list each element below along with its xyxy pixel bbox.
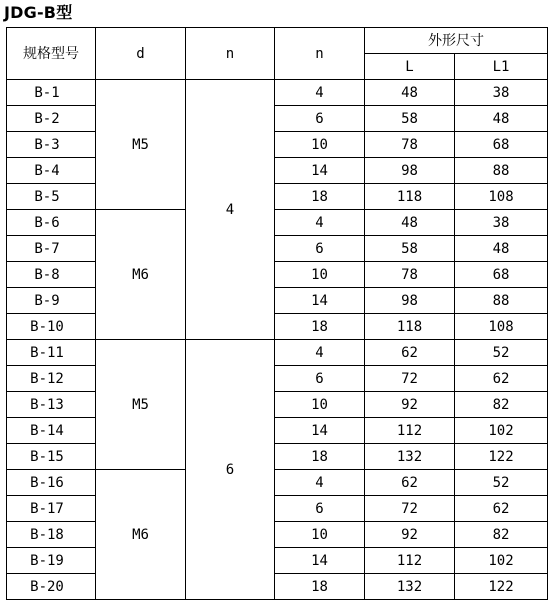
cell-L1: 52 xyxy=(455,340,548,366)
table-row xyxy=(7,262,548,288)
cell-L1: 108 xyxy=(455,184,548,210)
cell-L1: 102 xyxy=(455,548,548,574)
cell-L1: 62 xyxy=(455,366,548,392)
cell-model: B-7 xyxy=(7,236,96,262)
cell-model: B-10 xyxy=(7,314,96,340)
table-row xyxy=(7,236,548,262)
cell-L: 78 xyxy=(365,262,455,288)
cell-model: B-2 xyxy=(7,106,96,132)
cell-L: 112 xyxy=(365,418,455,444)
cell-n: 10 xyxy=(275,522,365,548)
cell-L1: 102 xyxy=(455,418,548,444)
cell-n: 14 xyxy=(275,158,365,184)
cell-L: 58 xyxy=(365,236,455,262)
cell-n-group: 4 xyxy=(186,80,275,340)
cell-n: 4 xyxy=(275,470,365,496)
header-model: 规格型号 xyxy=(7,28,96,80)
cell-n: 6 xyxy=(275,106,365,132)
cell-L1: 122 xyxy=(455,444,548,470)
cell-L: 72 xyxy=(365,366,455,392)
cell-d: M5 xyxy=(96,80,186,210)
cell-n: 14 xyxy=(275,288,365,314)
table-row xyxy=(7,184,548,210)
cell-model: B-17 xyxy=(7,496,96,522)
cell-L: 98 xyxy=(365,288,455,314)
cell-L: 118 xyxy=(365,314,455,340)
cell-L: 48 xyxy=(365,80,455,106)
cell-n: 14 xyxy=(275,418,365,444)
cell-L1: 108 xyxy=(455,314,548,340)
table-row xyxy=(7,288,548,314)
table-row xyxy=(7,470,548,496)
cell-L1: 62 xyxy=(455,496,548,522)
cell-L1: 38 xyxy=(455,210,548,236)
cell-L1: 68 xyxy=(455,262,548,288)
cell-model: B-4 xyxy=(7,158,96,184)
cell-L1: 82 xyxy=(455,522,548,548)
cell-n: 18 xyxy=(275,184,365,210)
table-row xyxy=(7,548,548,574)
table-row xyxy=(7,418,548,444)
cell-L: 62 xyxy=(365,340,455,366)
cell-L1: 68 xyxy=(455,132,548,158)
cell-model: B-11 xyxy=(7,340,96,366)
cell-d: M5 xyxy=(96,340,186,470)
header-n-group: n xyxy=(186,28,275,80)
cell-model: B-5 xyxy=(7,184,96,210)
cell-n: 6 xyxy=(275,236,365,262)
cell-model: B-1 xyxy=(7,80,96,106)
cell-n: 4 xyxy=(275,80,365,106)
table-row xyxy=(7,132,548,158)
table-row xyxy=(7,314,548,340)
table-row xyxy=(7,340,548,366)
cell-L: 58 xyxy=(365,106,455,132)
cell-n: 18 xyxy=(275,444,365,470)
table-row xyxy=(7,106,548,132)
header-L: L xyxy=(365,54,455,80)
cell-model: B-3 xyxy=(7,132,96,158)
header-L1: L1 xyxy=(455,54,548,80)
table-row xyxy=(7,80,548,106)
cell-L: 72 xyxy=(365,496,455,522)
cell-n: 4 xyxy=(275,210,365,236)
header-row-top xyxy=(7,28,548,54)
cell-n: 10 xyxy=(275,132,365,158)
cell-model: B-9 xyxy=(7,288,96,314)
cell-n: 4 xyxy=(275,340,365,366)
table-row xyxy=(7,392,548,418)
cell-model: B-14 xyxy=(7,418,96,444)
cell-L: 132 xyxy=(365,444,455,470)
cell-n: 10 xyxy=(275,392,365,418)
table-row xyxy=(7,522,548,548)
cell-L1: 88 xyxy=(455,288,548,314)
header-d: d xyxy=(96,28,186,80)
cell-model: B-19 xyxy=(7,548,96,574)
header-dimensions: 外形尺寸 xyxy=(365,28,548,54)
cell-n-group: 6 xyxy=(186,340,275,600)
cell-n: 6 xyxy=(275,366,365,392)
cell-L1: 38 xyxy=(455,80,548,106)
cell-n: 18 xyxy=(275,574,365,600)
cell-L1: 48 xyxy=(455,106,548,132)
cell-L1: 122 xyxy=(455,574,548,600)
cell-model: B-20 xyxy=(7,574,96,600)
cell-model: B-15 xyxy=(7,444,96,470)
cell-L1: 52 xyxy=(455,470,548,496)
cell-d: M6 xyxy=(96,210,186,340)
cell-L: 98 xyxy=(365,158,455,184)
cell-L1: 82 xyxy=(455,392,548,418)
cell-L: 62 xyxy=(365,470,455,496)
table-row xyxy=(7,158,548,184)
cell-model: B-6 xyxy=(7,210,96,236)
table-row xyxy=(7,366,548,392)
cell-d: M6 xyxy=(96,470,186,600)
cell-L1: 48 xyxy=(455,236,548,262)
cell-model: B-12 xyxy=(7,366,96,392)
table-row xyxy=(7,574,548,600)
cell-model: B-8 xyxy=(7,262,96,288)
table-title: JDG-B型 xyxy=(4,3,73,22)
table-body xyxy=(7,80,548,600)
cell-L: 92 xyxy=(365,392,455,418)
cell-L: 112 xyxy=(365,548,455,574)
cell-n: 18 xyxy=(275,314,365,340)
cell-n: 10 xyxy=(275,262,365,288)
table-row xyxy=(7,210,548,236)
cell-model: B-18 xyxy=(7,522,96,548)
table-row xyxy=(7,496,548,522)
table-row xyxy=(7,444,548,470)
cell-L1: 88 xyxy=(455,158,548,184)
header-n: n xyxy=(275,28,365,80)
cell-L: 92 xyxy=(365,522,455,548)
cell-n: 6 xyxy=(275,496,365,522)
cell-L: 118 xyxy=(365,184,455,210)
cell-L: 78 xyxy=(365,132,455,158)
cell-L: 48 xyxy=(365,210,455,236)
cell-model: B-13 xyxy=(7,392,96,418)
spec-table xyxy=(6,27,548,600)
cell-model: B-16 xyxy=(7,470,96,496)
cell-L: 132 xyxy=(365,574,455,600)
cell-n: 14 xyxy=(275,548,365,574)
